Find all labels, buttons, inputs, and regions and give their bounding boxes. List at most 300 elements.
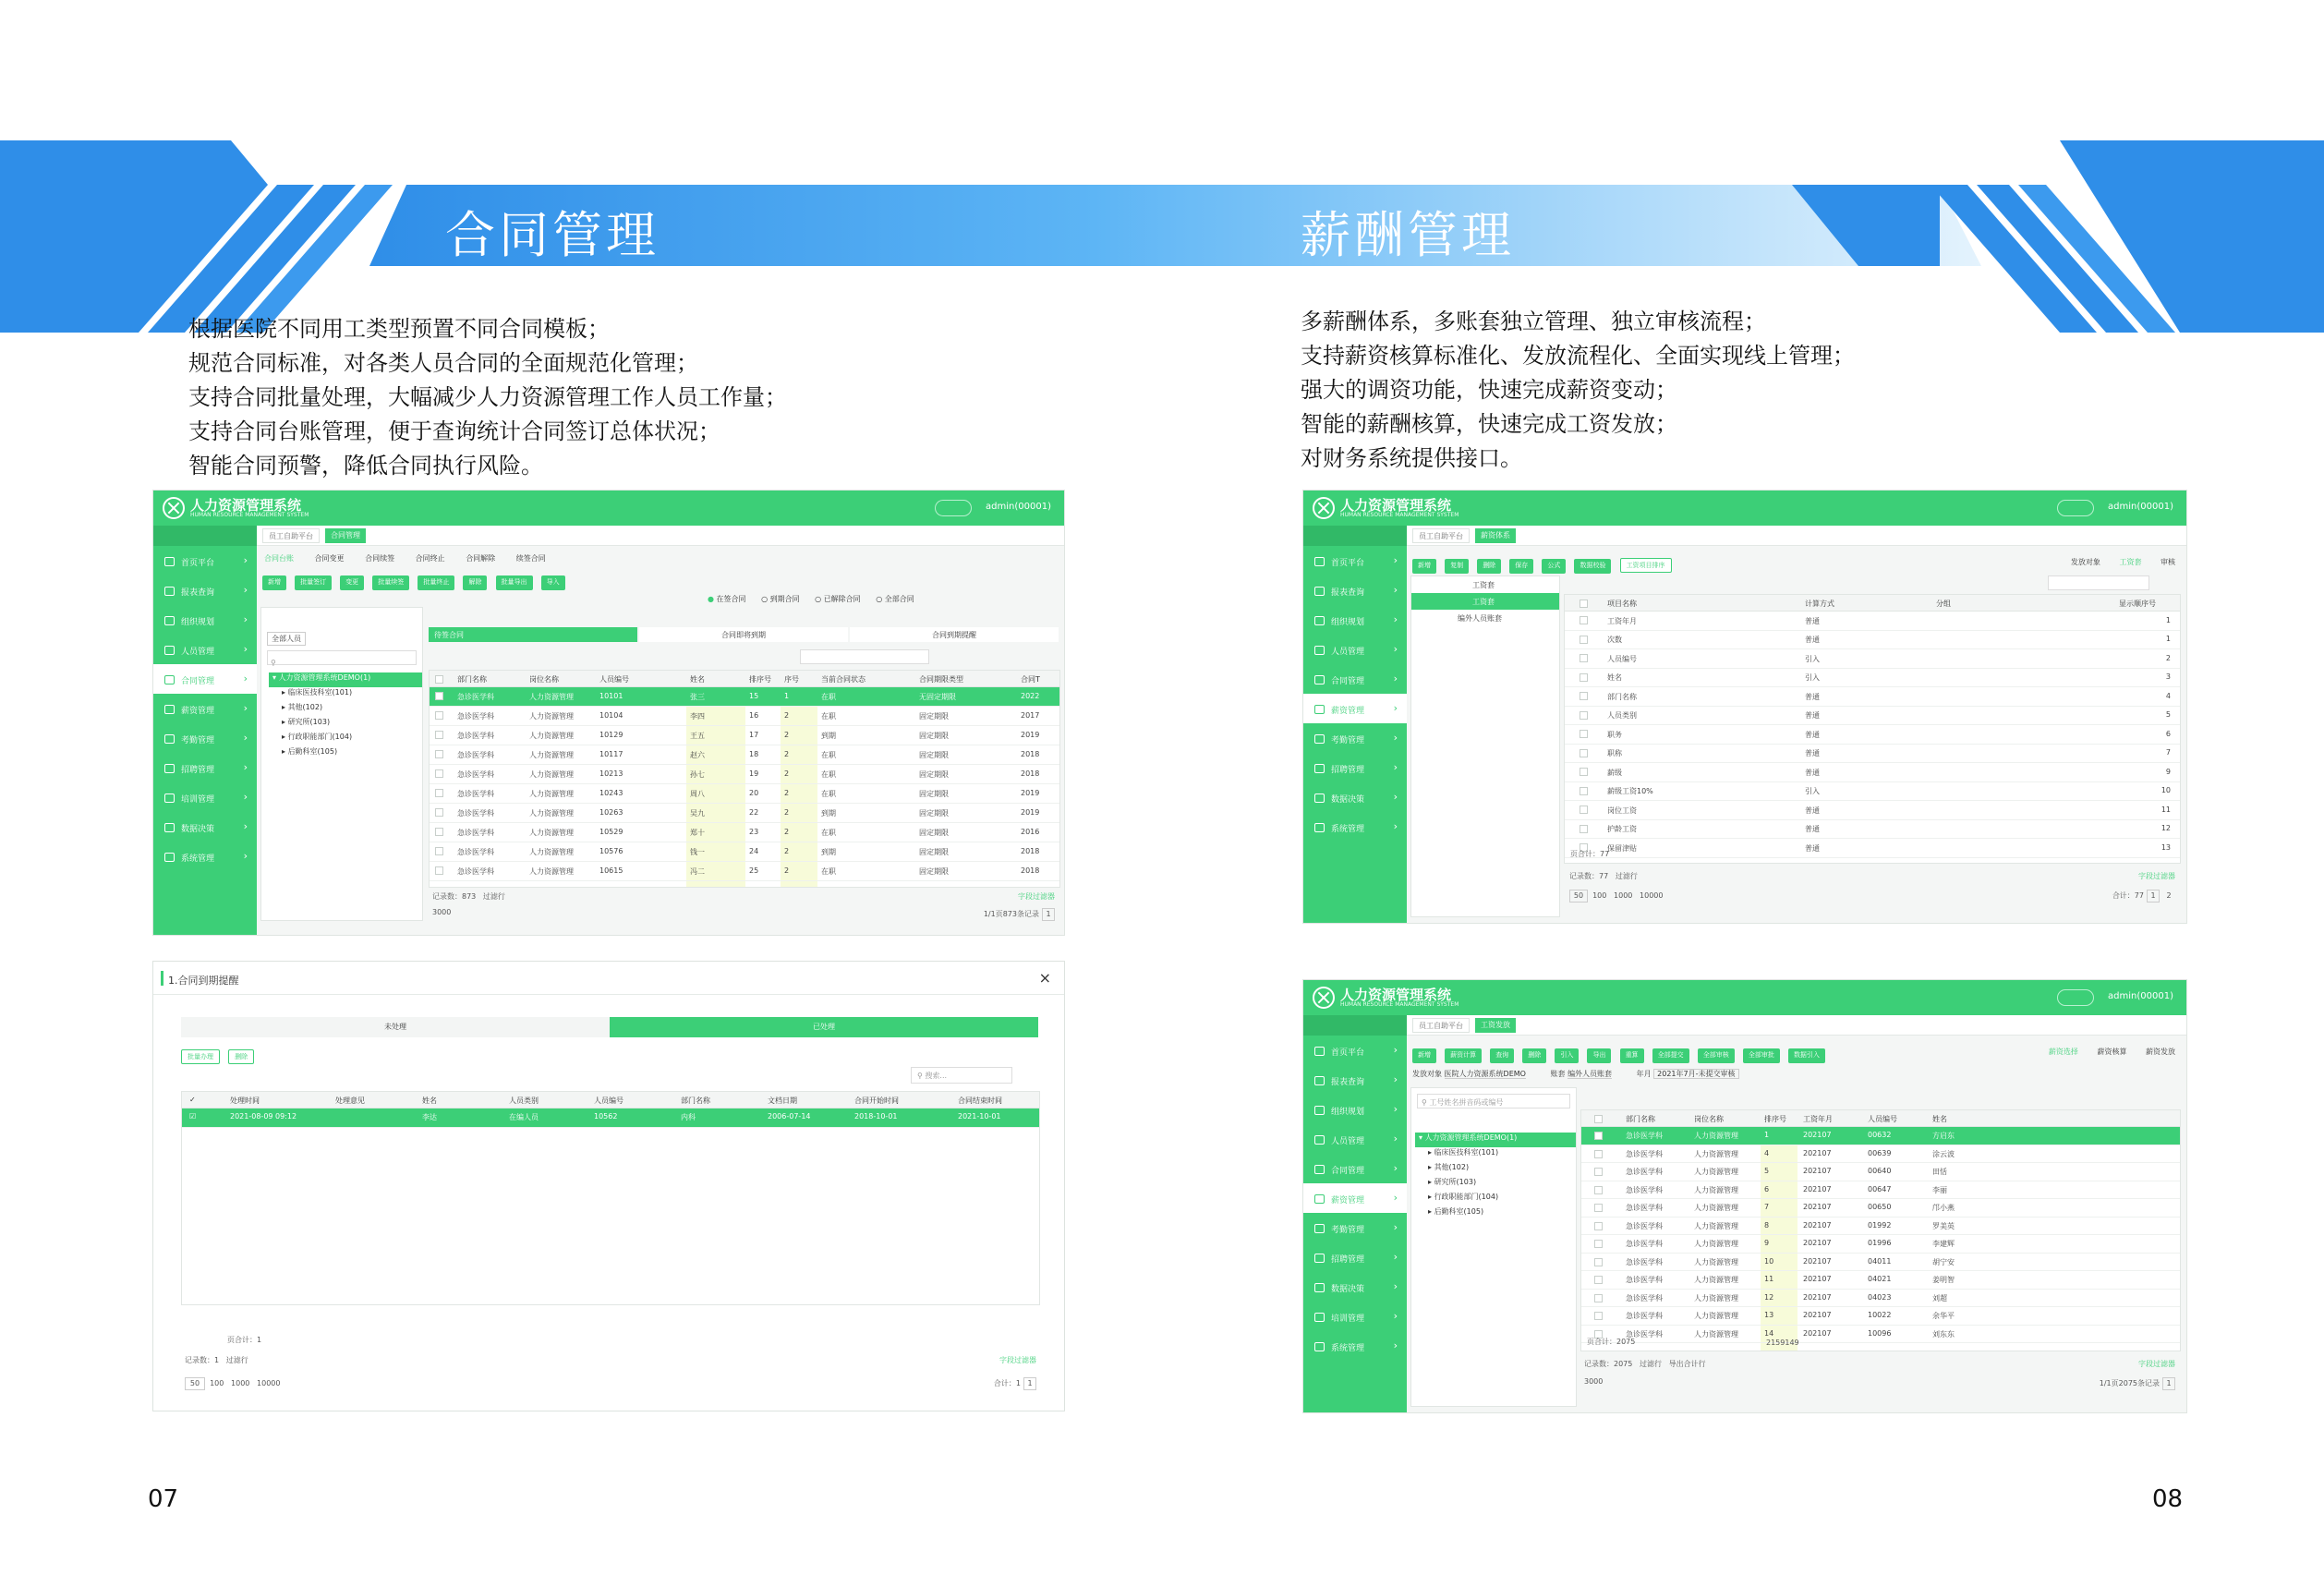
batch-terminate-button[interactable]: 批量终止 [418, 575, 454, 590]
tree-node[interactable]: ▸ 临床医技科室(101) [282, 688, 353, 697]
row-checkbox[interactable] [1594, 1150, 1603, 1158]
table-cell: 刘超 [1932, 1293, 1947, 1302]
row-checkbox[interactable]: ☑ [189, 1112, 197, 1121]
column-header[interactable]: 部门名称 [457, 675, 487, 684]
query-button[interactable]: 查询 [1490, 1048, 1514, 1063]
table-row[interactable] [430, 726, 1059, 745]
header-decoration [0, 139, 2324, 333]
panel-pending[interactable]: 待签合同 [429, 627, 637, 642]
filter-row-toggle[interactable]: 过滤行 [225, 1356, 248, 1364]
row-checkbox[interactable] [1594, 1222, 1603, 1230]
sidebar-item[interactable]: 系统管理 › [1303, 812, 1407, 842]
filter-row-toggle[interactable]: 过滤行 [482, 892, 505, 901]
column-header[interactable]: 当前合同状态 [821, 675, 865, 684]
table-row[interactable] [1581, 1181, 2180, 1200]
sidebar-item[interactable]: 系统管理 › [153, 842, 257, 871]
table-cell: 202107 [1803, 1256, 1832, 1266]
tree-node[interactable]: ▸ 研究所(103) [1428, 1178, 1477, 1186]
radio-option[interactable]: 在签合同 [716, 595, 746, 603]
sidebar-item[interactable]: 薪资管理 › [153, 694, 257, 723]
notify-toggle[interactable] [2057, 989, 2094, 1006]
delete-button[interactable]: 删除 [1477, 559, 1501, 574]
table-cell: 人员编号 [1607, 654, 1637, 663]
add-button[interactable]: 新增 [1412, 1048, 1436, 1063]
table-cell: 人力资源管理 [529, 829, 574, 837]
column-header[interactable]: 项目名称 [1607, 600, 1637, 608]
row-checkbox[interactable] [1580, 806, 1588, 814]
user-menu[interactable]: admin(00001) [2108, 991, 2173, 1001]
table-cell: 202107 [1803, 1184, 1832, 1193]
sidebar-item[interactable]: 首页平台 › [1303, 1036, 1407, 1065]
table-row[interactable] [1581, 1235, 2180, 1254]
page-button[interactable]: 1 [1023, 1377, 1036, 1390]
table-cell: 固定期限 [919, 809, 949, 818]
table-cell: 普通 [1805, 711, 1820, 721]
radio-option[interactable]: 到期合同 [769, 595, 800, 603]
table-row[interactable] [430, 707, 1059, 726]
table-row[interactable] [430, 842, 1059, 862]
tab-self-service[interactable]: 员工自助平台 [1412, 1018, 1470, 1033]
row-checkbox[interactable] [1580, 711, 1588, 720]
org-tree [269, 672, 422, 761]
table-row[interactable] [1581, 1307, 2180, 1326]
filter-row-toggle[interactable]: 过滤行 [1615, 872, 1638, 880]
page-button[interactable]: 1 [1042, 908, 1055, 921]
tree-node[interactable]: ▸ 研究所(103) [282, 718, 331, 726]
page-size-option[interactable]: 50 [185, 1377, 205, 1390]
sidebar-item[interactable]: 人员管理 › [1303, 1124, 1407, 1154]
sidebar-item[interactable]: 招聘管理 › [1303, 753, 1407, 782]
subtab[interactable]: 合同解除 [466, 554, 496, 563]
sidebar-item[interactable]: 首页平台 › [1303, 546, 1407, 575]
sidebar-item[interactable]: 系统管理 › [1303, 1331, 1407, 1361]
table-row[interactable] [1565, 649, 2180, 669]
radio-option[interactable]: 全部合同 [884, 595, 914, 603]
tree-node[interactable]: ▸ 其他(102) [282, 703, 323, 711]
dismiss-button[interactable]: 解除 [463, 575, 487, 590]
row-checkbox[interactable] [1594, 1186, 1603, 1194]
table-cell: 人力资源管理 [1694, 1240, 1738, 1249]
menu-toggle[interactable] [153, 526, 257, 546]
sidebar-item[interactable]: 人员管理 › [153, 635, 257, 664]
sidebar-item[interactable]: 人员管理 › [1303, 635, 1407, 664]
row-checkbox[interactable] [1580, 768, 1588, 776]
salary-set-select[interactable]: 编外人员账套 [1567, 1070, 1613, 1078]
table-cell: 人力资源管理 [529, 770, 574, 779]
sidebar-item[interactable]: 组织规划 › [1303, 605, 1407, 635]
table-cell: 10117 [599, 750, 623, 758]
copy-button[interactable]: 复制 [1445, 559, 1469, 574]
row-checkbox[interactable] [435, 711, 443, 720]
table-cell: 内科 [681, 1113, 696, 1121]
row-checkbox[interactable] [1580, 673, 1588, 682]
panel-expired[interactable]: 合同到期提醒 [850, 627, 1059, 642]
save-button[interactable]: 保存 [1509, 559, 1533, 574]
select-all-checkbox[interactable] [1594, 1115, 1603, 1123]
column-header[interactable]: 人员编号 [1868, 1115, 1897, 1123]
sidebar-item[interactable]: 报表查询 › [1303, 1065, 1407, 1095]
column-header[interactable]: 姓名 [422, 1096, 437, 1105]
filter-all-chip[interactable]: 全部人员 [267, 632, 306, 646]
org-tree-panel [1410, 1087, 1577, 1407]
tab-processed[interactable]: 已处理 [610, 1017, 1038, 1037]
table-cell: 2 [784, 769, 790, 778]
sidebar-item[interactable]: 合同管理 › [1303, 1154, 1407, 1183]
sidebar-item[interactable]: 组织规划 › [1303, 1095, 1407, 1124]
table-row[interactable] [1581, 1271, 2180, 1290]
table-row[interactable] [1565, 631, 2180, 650]
sidebar-item[interactable]: 数据决策 › [1303, 1272, 1407, 1302]
menu-toggle[interactable] [1303, 526, 1407, 546]
delete-button[interactable]: 删除 [1522, 1048, 1546, 1063]
tree-node-label: 人力资源管理系统DEMO(1) [1424, 1133, 1518, 1142]
sidebar [1303, 526, 1407, 923]
row-checkbox[interactable] [1580, 730, 1588, 738]
month-select[interactable]: 2021年7月-未提交审核 [1653, 1069, 1738, 1079]
field-filter-link[interactable]: 字段过滤器 [2138, 872, 2175, 880]
org-select[interactable]: 医院人力资源系统DEMO [1444, 1070, 1526, 1078]
menu-toggle[interactable] [1303, 1015, 1407, 1036]
review-all-button[interactable]: 全部审核 [1698, 1048, 1735, 1063]
row-checkbox[interactable] [1580, 636, 1588, 644]
column-header[interactable]: 工资年月 [1803, 1115, 1833, 1123]
salary-payment-screenshot [1302, 979, 2187, 1413]
column-header[interactable]: 人员编号 [599, 675, 629, 684]
table-row[interactable] [1565, 763, 2180, 782]
tree-node-root[interactable]: ▾ 人力资源管理系统DEMO(1) [269, 672, 422, 687]
page-size-option[interactable]: 10000 [1640, 891, 1664, 900]
row-checkbox[interactable] [1594, 1132, 1603, 1140]
table-cell: 普通 [1805, 730, 1820, 739]
column-header[interactable]: 分组 [1936, 600, 1951, 608]
tree-node-root[interactable]: ▾ 人力资源管理系统DEMO(1) [1415, 1133, 1576, 1147]
table-row[interactable] [1581, 1127, 2180, 1145]
table-row[interactable] [1565, 669, 2180, 688]
list-item-selected[interactable]: 工资套 [1411, 593, 1559, 610]
table-row[interactable] [1581, 1145, 2180, 1164]
column-header[interactable]: 岗位名称 [529, 675, 559, 684]
tab-salary-payment[interactable]: 工资发放 [1475, 1018, 1516, 1033]
nav-link[interactable]: 发放对象 [2070, 558, 2100, 566]
column-header[interactable]: 排序号 [1764, 1115, 1786, 1123]
sidebar-item[interactable]: 培训管理 › [1303, 1302, 1407, 1331]
notify-toggle[interactable] [2057, 500, 2094, 516]
tree-node[interactable]: ▸ 后勤科室(105) [282, 747, 338, 756]
table-row[interactable] [1565, 782, 2180, 802]
page-button[interactable]: 2 [2166, 891, 2172, 900]
sidebar-item[interactable]: 考勤管理 › [153, 723, 257, 753]
list-header: 工资套 [1472, 581, 1495, 589]
sidebar-item[interactable]: 首页平台 › [153, 546, 257, 575]
approve-all-button[interactable]: 全部审批 [1743, 1048, 1780, 1063]
column-header[interactable]: 排序号 [749, 675, 771, 684]
table-row[interactable] [430, 745, 1059, 765]
sidebar-item-salary[interactable]: 薪资管理 › [1303, 1183, 1407, 1213]
import-button[interactable]: 导入 [541, 575, 565, 590]
row-checkbox[interactable] [1594, 1312, 1603, 1320]
recalculate-button[interactable]: 重算 [1620, 1048, 1644, 1063]
table-cell: 16 [749, 711, 759, 720]
nav-link[interactable]: 薪资核算 [2097, 1048, 2127, 1056]
table-cell: 急诊医学科 [1626, 1221, 1663, 1230]
tab-salary-system[interactable]: 薪资体系 [1475, 528, 1516, 543]
table-row[interactable] [1581, 1199, 2180, 1218]
table-cell: 到期 [821, 848, 836, 856]
table-cell: 普通 [1805, 616, 1820, 625]
batch-sign-button[interactable]: 批量签订 [295, 575, 332, 590]
row-checkbox[interactable] [1594, 1276, 1603, 1284]
table-row[interactable] [430, 862, 1059, 881]
nav-link[interactable]: 审核 [2161, 558, 2175, 566]
export-sum-toggle[interactable]: 导出合计行 [1668, 1360, 1706, 1368]
table-cell: 2006-07-14 [768, 1112, 811, 1121]
sidebar-item[interactable]: 合同管理 › [1303, 664, 1407, 694]
tree-node[interactable]: ▸ 行政职能部门(104) [1428, 1193, 1499, 1201]
validate-button[interactable]: 数据校验 [1574, 559, 1611, 574]
row-checkbox[interactable] [435, 769, 443, 778]
row-checkbox[interactable] [435, 847, 443, 855]
sidebar-item[interactable]: 数据决策 › [1303, 782, 1407, 812]
column-header[interactable]: 部门名称 [1626, 1115, 1655, 1123]
row-checkbox[interactable] [435, 731, 443, 739]
page-button[interactable]: 1 [2162, 1377, 2175, 1390]
tab-self-service[interactable]: 员工自助平台 [1412, 528, 1470, 543]
row-checkbox[interactable] [435, 750, 443, 758]
column-header[interactable]: 姓名 [1932, 1115, 1947, 1123]
table-cell: 6 [2165, 729, 2171, 738]
page-size-select[interactable]: 3000 [1584, 1377, 1604, 1386]
title-marker [161, 971, 163, 986]
table-cell: 人力资源管理 [1694, 1329, 1738, 1339]
select-all-checkbox[interactable]: ✓ [189, 1096, 196, 1104]
filter-row-toggle[interactable]: 过滤行 [1640, 1360, 1662, 1368]
column-header[interactable]: 部门名称 [681, 1096, 710, 1105]
tab-self-service[interactable]: 员工自助平台 [262, 528, 320, 543]
table-cell: 2018 [1021, 847, 1040, 855]
column-header[interactable]: 显示顺序号 [2119, 600, 2156, 608]
export-button[interactable]: 导出 [1587, 1048, 1611, 1063]
table-cell: 23 [749, 828, 759, 836]
table-row[interactable] [1565, 745, 2180, 764]
submit-all-button[interactable]: 全部提交 [1652, 1048, 1689, 1063]
app-logo-icon [1313, 987, 1335, 1009]
radio-option[interactable]: 已解除合同 [823, 595, 861, 603]
row-checkbox[interactable] [1580, 616, 1588, 624]
row-checkbox[interactable] [1594, 1240, 1603, 1248]
subtab-row [264, 553, 546, 563]
list-item[interactable]: 编外人员账套 [1458, 614, 1502, 623]
table-cell: 人力资源管理 [529, 848, 574, 856]
table-cell: 10101 [599, 692, 623, 700]
batch-export-button[interactable]: 批量导出 [496, 575, 533, 590]
sidebar-item[interactable]: 培训管理 › [153, 782, 257, 812]
table-row[interactable] [1565, 801, 2180, 820]
subtab[interactable]: 合同续签 [365, 554, 395, 563]
tree-node[interactable]: ▸ 行政职能部门(104) [282, 733, 353, 741]
close-icon[interactable]: × [1038, 969, 1051, 987]
sidebar-item[interactable]: 报表查询 › [153, 575, 257, 605]
table-row[interactable] [430, 687, 1059, 707]
table-cell: 7 [2165, 748, 2171, 757]
table-row[interactable] [1565, 707, 2180, 726]
formula-button[interactable]: 公式 [1542, 559, 1566, 574]
import-button[interactable]: 引入 [1555, 1048, 1579, 1063]
table-cell: 10 [1764, 1256, 1774, 1266]
sort-items-button[interactable]: 工资项目排序 [1620, 558, 1672, 573]
column-header[interactable]: 合同结束时间 [958, 1096, 1002, 1105]
add-button[interactable]: 新增 [1412, 559, 1436, 574]
select-all-checkbox[interactable] [435, 675, 443, 684]
page-size-option[interactable]: 100 [1592, 891, 1607, 900]
page-size-option[interactable]: 50 [1569, 890, 1588, 903]
sidebar-item[interactable]: 招聘管理 › [1303, 1242, 1407, 1272]
table-row[interactable] [430, 765, 1059, 784]
tab-contract[interactable]: 合同管理 [325, 528, 366, 543]
table-cell: 急诊医学科 [457, 809, 494, 818]
calculate-button[interactable]: 薪资计算 [1445, 1048, 1482, 1063]
sidebar-item[interactable]: 考勤管理 › [1303, 1213, 1407, 1242]
table-row[interactable] [1565, 612, 2180, 631]
row-checkbox[interactable] [1594, 1168, 1603, 1176]
row-checkbox[interactable] [1594, 1294, 1603, 1302]
salary-items-table [1564, 594, 2181, 864]
table-row[interactable] [1581, 1326, 2180, 1344]
table-row[interactable] [1581, 1290, 2180, 1308]
salary-title: 薪酬管理 [1301, 206, 1515, 264]
row-checkbox[interactable] [435, 866, 443, 875]
table-row[interactable] [182, 1108, 1039, 1128]
row-checkbox[interactable] [1580, 654, 1588, 662]
table-cell: 固定期限 [919, 790, 949, 798]
nav-link[interactable]: 工资套 [2119, 558, 2142, 566]
notify-toggle[interactable] [935, 500, 972, 516]
sidebar-item-salary[interactable]: 薪资管理 › [1303, 694, 1407, 723]
tree-search-input[interactable] [267, 650, 417, 665]
table-row[interactable] [430, 804, 1059, 823]
select-all-checkbox[interactable] [1580, 600, 1588, 608]
sidebar-item[interactable]: 报表查询 › [1303, 575, 1407, 605]
table-header [1565, 595, 2180, 612]
batch-renew-button[interactable]: 批量续签 [372, 575, 409, 590]
row-checkbox[interactable] [1580, 787, 1588, 795]
panel-expiring[interactable]: 合同即将到期 [639, 627, 848, 642]
user-menu[interactable]: admin(00001) [2108, 502, 2173, 512]
row-checkbox[interactable] [1594, 1258, 1603, 1266]
page-size-option[interactable]: 10000 [257, 1379, 281, 1387]
record-count: 记录数：873 [432, 892, 477, 901]
table-row[interactable] [430, 823, 1059, 842]
subtab[interactable]: 合同变更 [314, 554, 345, 563]
row-checkbox[interactable] [435, 828, 443, 836]
table-cell: 护龄工资 [1607, 825, 1637, 834]
row-checkbox[interactable] [1594, 1204, 1603, 1212]
table-cell: 李建辉 [1932, 1240, 1955, 1249]
column-header[interactable]: 岗位名称 [1694, 1115, 1724, 1123]
column-header[interactable]: 姓名 [690, 675, 705, 684]
sidebar-item[interactable]: 考勤管理 › [1303, 723, 1407, 753]
column-header[interactable]: 合同开始时间 [854, 1096, 899, 1105]
data-import-button[interactable]: 数据引入 [1788, 1048, 1825, 1063]
tab-unprocessed[interactable]: 未处理 [181, 1017, 610, 1037]
page-size-option[interactable]: 1000 [1614, 891, 1633, 900]
table-row[interactable] [1581, 1163, 2180, 1181]
column-header[interactable]: 处理时间 [230, 1096, 260, 1105]
sidebar-item[interactable]: 招聘管理 › [153, 753, 257, 782]
tree-node[interactable]: ▸ 后勤科室(105) [1428, 1207, 1484, 1216]
page-size-option[interactable]: 100 [210, 1379, 224, 1387]
column-header[interactable]: 计算方式 [1805, 600, 1834, 608]
column-header[interactable]: 人员编号 [594, 1096, 623, 1105]
column-header[interactable]: 文档日期 [768, 1096, 797, 1105]
row-checkbox[interactable] [435, 808, 443, 817]
page-size-select[interactable]: 3000 [432, 908, 452, 916]
field-filter-link[interactable]: 字段过滤器 [999, 1356, 1036, 1364]
table-row[interactable] [1581, 1218, 2180, 1236]
column-header[interactable]: 序号 [784, 675, 799, 684]
column-header[interactable]: 人员类别 [509, 1096, 539, 1105]
sidebar-item[interactable]: 组织规划 › [153, 605, 257, 635]
table-cell: 普通 [1805, 806, 1820, 815]
page-size-option[interactable]: 1000 [231, 1379, 250, 1387]
table-cell: 2019 [1021, 731, 1040, 739]
field-filter-link[interactable]: 字段过滤器 [2138, 1360, 2175, 1368]
table-row[interactable] [1565, 839, 2180, 858]
tree-node[interactable]: ▸ 临床医技科室(101) [1428, 1148, 1499, 1157]
table-row[interactable] [1565, 687, 2180, 707]
column-header[interactable]: 合同期限类型 [919, 675, 963, 684]
column-header[interactable]: 合同T [1021, 675, 1040, 684]
row-checkbox[interactable] [1580, 749, 1588, 757]
table-cell: 04021 [1868, 1275, 1892, 1284]
salary-description [1301, 305, 1855, 476]
nav-link[interactable]: 薪资发放 [2146, 1048, 2175, 1056]
dialog-search-input[interactable] [911, 1067, 1012, 1084]
table-row[interactable] [430, 784, 1059, 804]
page-total: 页合计：77 [1570, 850, 1610, 858]
table-row[interactable] [1581, 1254, 2180, 1272]
delete-button[interactable]: 删除 [228, 1049, 254, 1064]
table-row[interactable] [1565, 820, 2180, 840]
change-button[interactable]: 变更 [340, 575, 364, 590]
page-button[interactable]: 1 [2147, 890, 2160, 903]
table-cell: 在职 [821, 751, 836, 759]
user-menu[interactable]: admin(00001) [986, 502, 1051, 512]
subtab[interactable]: 合同台账 [264, 554, 294, 563]
grid-search-input[interactable] [800, 649, 929, 664]
table-cell: 10615 [599, 866, 623, 875]
row-checkbox[interactable] [435, 789, 443, 797]
table-cell: 12 [1764, 1292, 1774, 1302]
column-header[interactable]: 处理意见 [335, 1096, 365, 1105]
sidebar-item-contract[interactable]: 合同管理 › [153, 664, 257, 694]
table-row[interactable] [1565, 725, 2180, 745]
row-checkbox[interactable] [1580, 692, 1588, 700]
salary-search-input[interactable] [2048, 575, 2149, 590]
nav-link[interactable]: 薪资选择 [2048, 1048, 2078, 1056]
subtab[interactable]: 续签合同 [515, 554, 546, 563]
row-checkbox[interactable] [435, 692, 443, 700]
table-cell: 2 [2165, 653, 2171, 662]
field-filter-link[interactable]: 字段过滤器 [1018, 892, 1055, 901]
tree-search-input[interactable] [1417, 1094, 1570, 1108]
row-checkbox[interactable] [1580, 825, 1588, 833]
subtab[interactable]: 合同终止 [415, 554, 445, 563]
add-button[interactable]: 新增 [262, 575, 286, 590]
tree-node[interactable]: ▸ 其他(102) [1428, 1163, 1470, 1171]
contract-table [429, 670, 1060, 888]
batch-process-button[interactable]: 批量办理 [181, 1049, 220, 1064]
sidebar-item[interactable]: 数据决策 › [153, 812, 257, 842]
